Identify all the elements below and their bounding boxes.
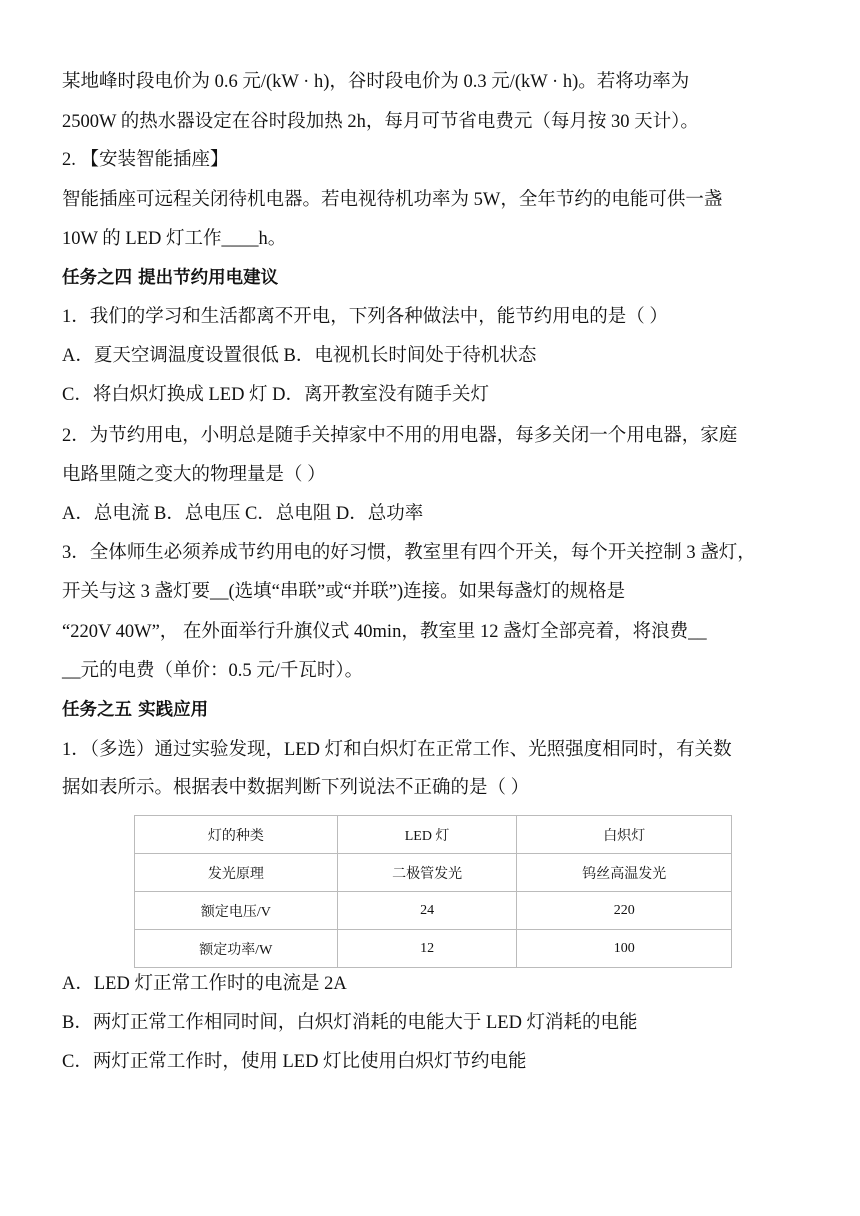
option-line: A．总电流 B．总电压 C．总电阻 D．总功率	[62, 504, 424, 524]
option-line: C．将白炽灯换成 LED 灯 D．离开教室没有随手关灯	[62, 385, 490, 405]
section-heading: 任务之五 实践应用	[62, 700, 209, 720]
table-cell: 灯的种类	[135, 816, 338, 854]
option-line: B．两灯正常工作相同时间，白炽灯消耗的电能大于 LED 灯消耗的电能	[62, 1013, 638, 1033]
table-cell: 钨丝高温发光	[517, 854, 732, 892]
section-heading: 任务之四 提出节约用电建议	[62, 268, 279, 288]
question-text: 2．为节约用电，小明总是随手关掉家中不用的用电器，每多关闭一个用电器，家庭	[62, 426, 738, 446]
option-line: C．两灯正常工作时，使用 LED 灯比使用白炽灯节约电能	[62, 1052, 527, 1072]
table-row	[135, 892, 732, 930]
question-text: __元的电费（单价：0.5 元/千瓦时）。	[62, 661, 364, 681]
question-text: 开关与这 3 盏灯要__(选填“串联”或“并联”)连接。如果每盏灯的规格是	[62, 582, 626, 602]
comparison-table	[134, 815, 732, 968]
table-cell: 220	[517, 892, 732, 930]
table-cell: 发光原理	[135, 854, 338, 892]
table-cell: 额定功率/W	[135, 930, 338, 968]
question-text: 电路里随之变大的物理量是（ ）	[62, 465, 326, 485]
option-line: A．LED 灯正常工作时的电流是 2A	[62, 974, 347, 994]
table-cell: 100	[517, 930, 732, 968]
text-line: 10W 的 LED 灯工作____h。	[62, 229, 287, 249]
text-line: 智能插座可远程关闭待机电器。若电视待机功率为 5W，全年节约的电能可供一盏	[62, 190, 723, 210]
question-text: 1．（多选）通过实验发现，LED 灯和白炽灯在正常工作、光照强度相同时，有关数	[62, 740, 732, 760]
section-subtitle: 2. 【安装智能插座】	[62, 150, 229, 170]
text-line: 2500W 的热水器设定在谷时段加热 2h，每月可节省电费元（每月按 30 天计）。	[62, 112, 699, 132]
table-cell: LED 灯	[337, 816, 517, 854]
table-cell: 12	[337, 930, 517, 968]
table-cell: 二极管发光	[337, 854, 517, 892]
table-row	[135, 854, 732, 892]
question-text: 据如表所示。根据表中数据判断下列说法不正确的是（ ）	[62, 778, 530, 798]
table-cell: 额定电压/V	[135, 892, 338, 930]
question-text: 3．全体师生必须养成节约用电的好习惯，教室里有四个开关，每个开关控制 3 盏灯，	[62, 543, 756, 563]
table-row	[135, 816, 732, 854]
question-text: 1．我们的学习和生活都离不开电，下列各种做法中，能节约用电的是（ ）	[62, 307, 668, 327]
table-row	[135, 930, 732, 968]
question-text: “220V 40W”， 在外面举行升旗仪式 40min，教室里 12 盏灯全部亮着，将浪费__	[62, 622, 707, 642]
option-line: A．夏天空调温度设置很低 B．电视机长时间处于待机状态	[62, 346, 537, 366]
table-cell: 白炽灯	[517, 816, 732, 854]
table-cell: 24	[337, 892, 517, 930]
text-line: 某地峰时段电价为 0.6 元/(kW · h)，谷时段电价为 0.3 元/(kW · h)。若将功率为	[62, 72, 690, 92]
